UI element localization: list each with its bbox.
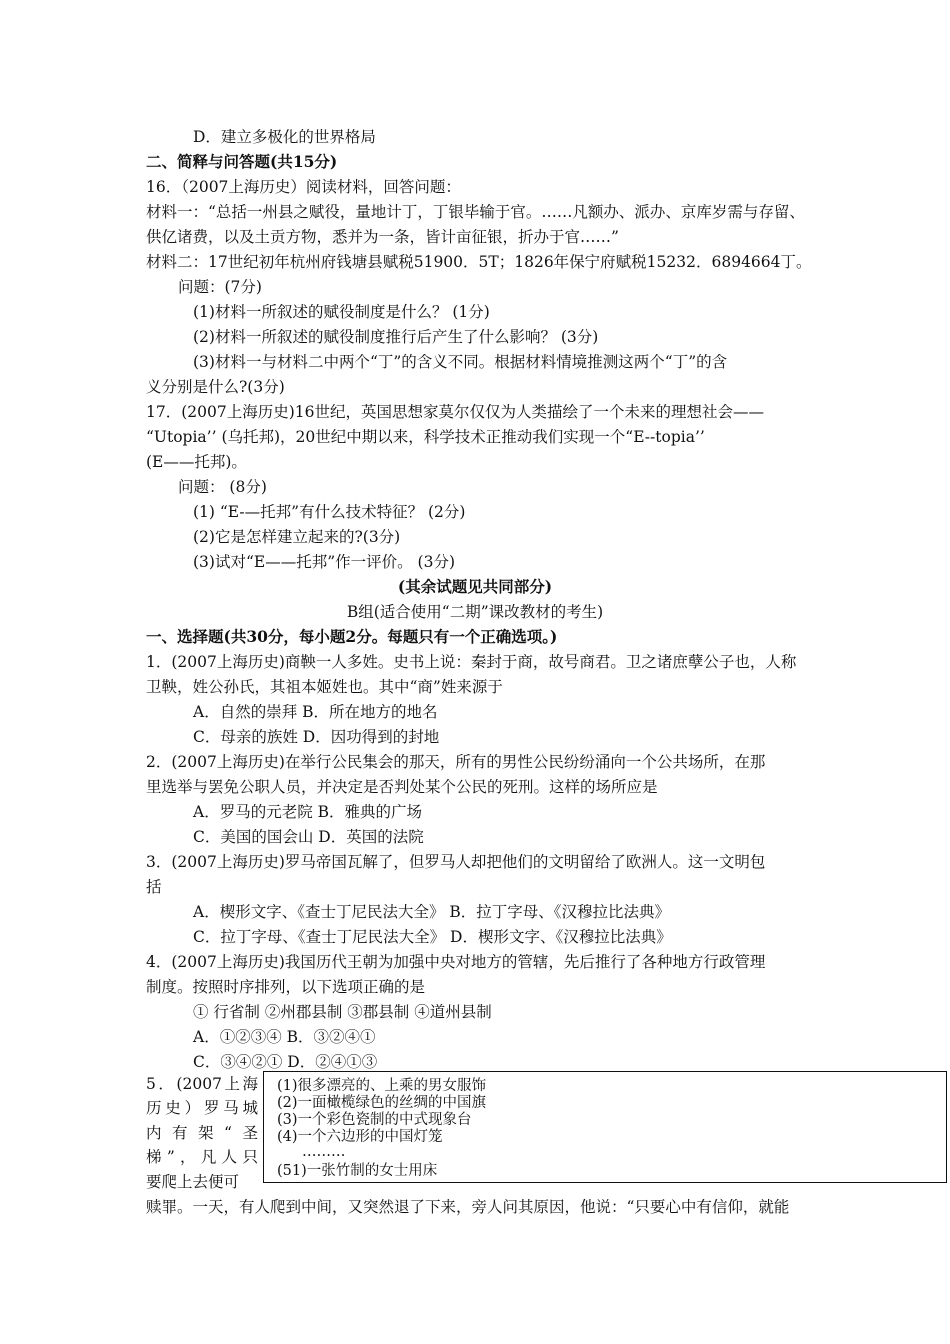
question-17-cont-2: (E——托邦)。 [146,453,247,471]
group-b-heading: B组(适合使用“二期”课改教材的考生) [346,603,604,621]
q17-prompt: 问题： (8分) [178,478,267,496]
question-4-cont: 制度。按照时序排列，以下选项正确的是 [146,978,426,996]
q4-items: ① 行省制 ②州郡县制 ③郡县制 ④道州县制 [193,1003,492,1021]
question-17-cont: “Utopia’’ (乌托邦)，20世纪中期以来，科学技术正推动我们实现一个“E--topia’’ [146,428,705,446]
material-1-line-2: 供亿诸费，以及土贡方物，悉并为一条，皆计亩征银，折办于官……” [146,228,619,246]
box-item-3: (3)一个彩色瓷制的中式现象台 [277,1112,472,1128]
q16-sub-2: (2)材料一所叙述的赋役制度推行后产生了什么影响？ (3分) [193,328,599,346]
section-heading-2: 二、简释与问答题(共15分) [146,152,338,171]
q5-line: 梯”，凡人只 [146,1148,258,1167]
q16-sub-3: (3)材料一与材料二中两个“丁”的含义不同。根据材料情境推测这两个“丁”的含 [193,353,728,371]
box-item-51: (51)一张竹制的女士用床 [277,1163,438,1179]
question-2-cont: 里选举与罢免公职人员，并决定是否判处某个公民的死刑。这样的场所应是 [146,778,658,796]
question-5-wrapped-text [146,1072,258,1194]
question-2: 2．(2007上海历史)在举行公民集会的那天，所有的男性公民纷纷涌向一个公共场所，在那 [146,753,766,771]
inventory-list-box [263,1071,947,1183]
box-item-2: (2)一面橄榄绿色的丝绸的中国旗 [277,1095,487,1111]
q5-line: 5．(2007上海 [146,1075,258,1093]
q17-sub-3: (3)试对“E——托邦”作一评价。 (3分) [193,553,456,571]
section-heading-1: 一、选择题(共30分，每小题2分。每题只有一个正确选项。) [146,627,558,646]
q17-sub-2: (2)它是怎样建立起来的?(3分) [193,528,401,546]
question-3-cont: 括 [146,878,162,896]
q2-options-cd: C．美国的国会山 D．英国的法院 [193,828,424,846]
q5-line: 要爬上去便可 [146,1172,240,1191]
q16-sub-1: (1)材料一所叙述的赋役制度是什么？ (1分) [193,303,490,321]
q16-sub-3-cont: 义分别是什么?(3分) [146,378,285,396]
question-17: 17．(2007上海历史)16世纪，英国思想家莫尔仅仅为人类描绘了一个未来的理想社会—— [146,403,764,421]
box-item-1: (1)很多漂亮的、上乘的男女服饰 [277,1078,487,1094]
q1-options-ab: A．自然的崇拜 B．所在地方的地名 [193,703,438,721]
q16-prompt: 问题：(7分) [178,278,262,296]
question-4: 4．(2007上海历史)我国历代王朝为加强中央对地方的管辖，先后推行了各种地方行政管理 [146,953,766,971]
question-1-cont: 卫鞅，姓公孙氏，其祖本姬姓也。其中“商”姓来源于 [146,678,503,696]
common-part-note: (其余试题见共同部分) [397,577,553,596]
box-ellipsis: ……… [302,1144,346,1160]
material-1-line-1: 材料一：“总括一州县之赋役，量地计丁，丁银毕输于官。……凡额办、派办、京库岁需与存留、 [146,203,805,221]
q3-options-cd: C．拉丁字母、《查士丁尼民法大全》 D．楔形文字、《汉穆拉比法典》 [193,928,672,946]
q4-options-cd: C．③④②① D．②④①③ [193,1053,378,1071]
q2-options-ab: A．罗马的元老院 B．雅典的广场 [193,803,423,821]
option-d: D．建立多极化的世界格局 [193,128,376,146]
q5-line: 内有架“圣 [146,1123,258,1142]
q3-options-ab: A．楔形文字、《查士丁尼民法大全》 B．拉丁字母、《汉穆拉比法典》 [193,903,671,921]
question-1: 1．(2007上海历史)商鞅一人多姓。史书上说：秦封于商，故号商君。卫之诸庶孽公子也，人称 [146,653,797,671]
question-16: 16．（2007上海历史）阅读材料，回答问题： [146,178,461,196]
q17-sub-1: (1) “E-—托邦”有什么技术特征？ (2分) [193,503,466,521]
box-item-4: (4)一个六边形的中国灯笼 [277,1129,443,1145]
q4-options-ab: A．①②③④ B．③②④① [193,1028,376,1046]
question-3: 3．(2007上海历史)罗马帝国瓦解了，但罗马人却把他们的文明留给了欧洲人。这一文明包 [146,853,766,871]
question-5-cont: 赎罪。一天，有人爬到中间，又突然退了下来，旁人问其原因，他说：“只要心中有信仰，就能 [146,1198,790,1216]
q5-line: 历史）罗马城 [146,1099,258,1118]
material-2: 材料二：17世纪初年杭州府钱塘县赋税51900．5T；1826年保宁府赋税15232．6894664丁。 [146,253,812,271]
q1-options-cd: C．母亲的族姓 D．因功得到的封地 [193,728,440,746]
